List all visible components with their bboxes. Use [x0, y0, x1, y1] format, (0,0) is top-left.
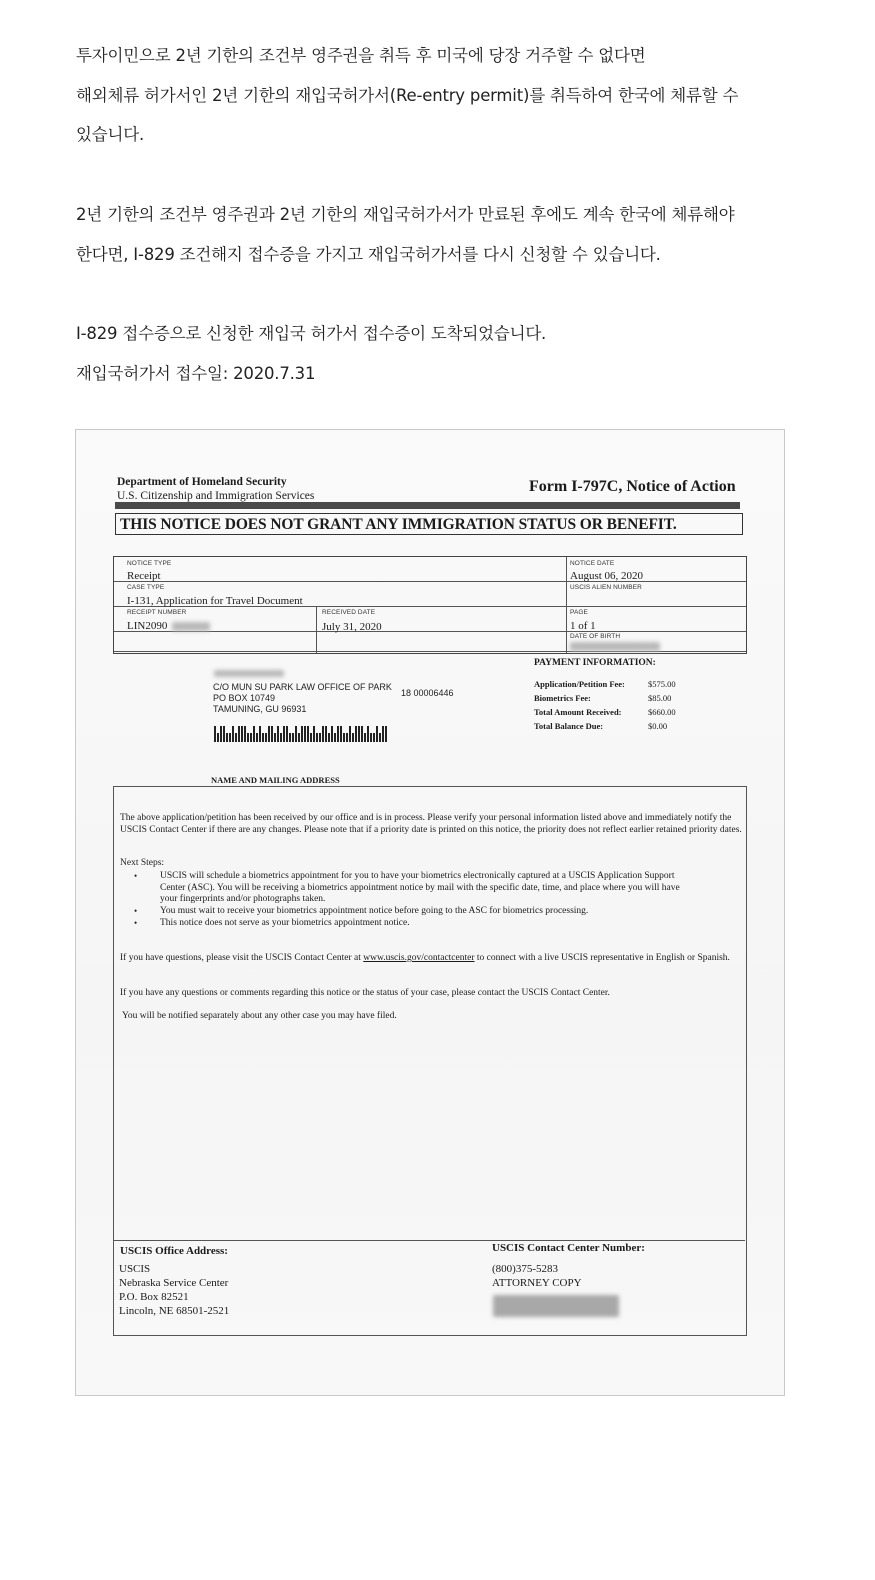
barcode-bar: [223, 726, 225, 742]
bullet-dot: •: [134, 918, 138, 928]
payment-label: Total Amount Received:: [534, 707, 622, 717]
barcode-bar: [328, 733, 330, 742]
intro-line-5: 한다면, I-829 조건해지 접수증을 가지고 재입국허가서를 다시 신청할 수 있습니다.: [76, 245, 661, 264]
barcode-bar: [325, 726, 327, 742]
next-steps-heading: Next Steps:: [120, 858, 165, 868]
bullet-2: You must wait to receive your biometrics appointment notice before going to the ASC for biometrics processing.: [160, 906, 589, 916]
case-type-label: CASE TYPE: [127, 584, 165, 591]
barcode-bar: [241, 726, 243, 742]
barcode-bar: [358, 726, 360, 742]
redacted-barcode: [493, 1295, 619, 1317]
barcode-bar: [370, 733, 372, 742]
barcode-bar: [349, 726, 351, 742]
grid-line: [566, 557, 567, 653]
intro-line-4: 2년 기한의 조건부 영주권과 2년 기한의 재입국허가서가 만료된 후에도 계속 한국에 체류해야: [76, 205, 735, 224]
attorney-copy-label: ATTORNEY COPY: [492, 1277, 582, 1289]
barcode-bar: [352, 733, 354, 742]
barcode-bar: [286, 726, 288, 742]
received-date-label: RECEIVED DATE: [322, 609, 376, 616]
payment-amount: $0.00: [648, 721, 668, 731]
barcode-bar: [346, 733, 348, 742]
barcode-bar: [262, 733, 264, 742]
barcode-bar: [274, 733, 276, 742]
redaction-blur: [172, 622, 210, 631]
bullet-1: USCIS will schedule a biometrics appointment for you to have your biometrics electronically captured at a USCIS Application Support Center (ASC). You will be receiving a biometrics appointment notice by mail with the specific date, time, and place where you will have your fingerprints and/or photographs taken.: [160, 871, 680, 904]
bullet-dot: •: [134, 906, 138, 916]
barcode-bar: [364, 733, 366, 742]
barcode-bar: [301, 726, 303, 742]
grid-line: [114, 631, 746, 632]
mailing-address-label: NAME AND MAILING ADDRESS: [211, 775, 340, 785]
dob-label: DATE OF BIRTH: [570, 633, 621, 640]
barcode-bar: [334, 733, 336, 742]
scanned-notice-image: [75, 429, 785, 1396]
barcode-bar: [268, 726, 270, 742]
barcode-bar: [307, 726, 309, 742]
barcode-bar: [355, 726, 357, 742]
barcode-bar: [289, 733, 291, 742]
postal-barcode: [214, 726, 446, 742]
barcode-bar: [331, 726, 333, 742]
barcode-bar: [385, 726, 387, 742]
receipt-number-label: RECEIPT NUMBER: [127, 609, 187, 616]
intro-line-6: I-829 접수증으로 신청한 재입국 허가서 접수증이 도착되었습니다.: [76, 324, 547, 343]
payment-amount: $85.00: [648, 693, 672, 703]
office-address-title: USCIS Office Address:: [120, 1245, 228, 1257]
barcode-bar: [310, 733, 312, 742]
intro-line-2: 해외체류 허가서인 2년 기한의 재입국허가서(Re-entry permit)를 취득하여 한국에 체류할 수: [76, 86, 739, 105]
barcode-bar: [259, 726, 261, 742]
para2-text: If you have questions, please visit the USCIS Contact Center at: [120, 953, 364, 963]
notice-banner: THIS NOTICE DOES NOT GRANT ANY IMMIGRATION STATUS OR BENEFIT.: [115, 513, 743, 535]
barcode-bar: [244, 726, 246, 742]
address-line-1: C/O MUN SU PARK LAW OFFICE OF PARK: [213, 682, 392, 692]
barcode-bar: [217, 733, 219, 742]
barcode-bar: [280, 733, 282, 742]
body-paragraph-1: The above application/petition has been received by our office and is in process. Please verify your personal information listed above and immediately notify the USCIS Contact Center if there are any changes. Please note that if a priority date is printed on this notice, the priority does not reflect earlier retained priority dates.: [120, 813, 742, 835]
page-value: 1 of 1: [570, 620, 596, 632]
barcode-bar: [220, 726, 222, 742]
notice-document: [76, 430, 784, 1395]
intro-line-3: 있습니다.: [76, 125, 145, 144]
body-paragraph-3: If you have any questions or comments regarding this notice or the status of your case, please contact the USCIS Contact Center.: [120, 988, 610, 998]
barcode-bar: [277, 726, 279, 742]
footer-divider: [113, 1240, 745, 1241]
office-address-line: USCIS: [119, 1263, 151, 1275]
barcode-bar: [304, 726, 306, 742]
barcode-bar: [316, 733, 318, 742]
intro-line-1: 투자이민으로 2년 기한의 조건부 영주권을 취득 후 미국에 당장 거주할 수 없다면: [76, 46, 646, 65]
barcode-bar: [265, 733, 267, 742]
notice-type-value: Receipt: [127, 570, 161, 582]
address-line-2: PO BOX 10749: [213, 693, 276, 703]
body-paragraph-4: You will be notified separately about any other case you may have filed.: [122, 1011, 397, 1021]
payment-label: Application/Petition Fee:: [534, 679, 625, 689]
office-address-line: P.O. Box 82521: [119, 1291, 189, 1303]
payment-label: Biometrics Fee:: [534, 693, 591, 703]
barcode-bar: [256, 733, 258, 742]
bullet-dot: •: [134, 871, 138, 881]
barcode-bar: [247, 733, 249, 742]
barcode-bar: [295, 726, 297, 742]
contact-center-link[interactable]: www.uscis.gov/contactcenter: [363, 953, 475, 963]
barcode-bar: [319, 733, 321, 742]
agency-name: U.S. Citizenship and Immigration Services: [117, 490, 315, 502]
barcode-bar: [382, 726, 384, 742]
payment-title: PAYMENT INFORMATION:: [534, 658, 656, 668]
address-code: 18 00006446: [401, 688, 454, 698]
barcode-bar: [376, 726, 378, 742]
grid-line: [114, 581, 566, 582]
payment-amount: $575.00: [648, 679, 676, 689]
address-line-3: TAMUNING, GU 96931: [213, 704, 307, 714]
bullet-3: This notice does not serve as your biometrics appointment notice.: [160, 918, 410, 928]
page-label: PAGE: [570, 609, 588, 616]
receipt-number-value: LIN2090: [127, 620, 168, 632]
barcode-bar: [361, 726, 363, 742]
para2-text: to connect with a live USCIS representative in English or Spanish.: [474, 953, 730, 963]
barcode-bar: [379, 733, 381, 742]
barcode-bar: [232, 726, 234, 742]
barcode-bar: [214, 726, 216, 742]
office-address-line: Lincoln, NE 68501-2521: [119, 1305, 230, 1317]
barcode-bar: [298, 733, 300, 742]
redaction-blur: [570, 642, 660, 651]
barcode-bar: [292, 733, 294, 742]
barcode-bar: [238, 726, 240, 742]
grid-line: [316, 606, 317, 653]
redacted-name: [214, 670, 284, 677]
received-date-value: July 31, 2020: [322, 621, 382, 633]
grid-line: [114, 651, 746, 652]
notice-date-label: NOTICE DATE: [570, 560, 615, 567]
payment-amount: $660.00: [648, 707, 676, 717]
barcode-bar: [313, 726, 315, 742]
form-title: Form I-797C, Notice of Action: [529, 478, 736, 495]
barcode-bar: [340, 726, 342, 742]
contact-phone: (800)375-5283: [492, 1263, 558, 1275]
barcode-bar: [229, 733, 231, 742]
case-info-grid: [113, 556, 747, 654]
barcode-bar: [283, 726, 285, 742]
alien-number-label: USCIS ALIEN NUMBER: [570, 584, 642, 591]
intro-line-7: 재입국허가서 접수일: 2020.7.31: [76, 364, 316, 383]
office-address-line: Nebraska Service Center: [119, 1277, 229, 1289]
barcode-bar: [337, 726, 339, 742]
case-type-value: I-131, Application for Travel Document: [127, 595, 303, 607]
barcode-bar: [271, 726, 273, 742]
barcode-bar: [322, 726, 324, 742]
barcode-bar: [226, 733, 228, 742]
dept-name: Department of Homeland Security: [117, 476, 287, 488]
barcode-bar: [343, 733, 345, 742]
barcode-bar: [235, 733, 237, 742]
barcode-bar: [250, 733, 252, 742]
barcode-bar: [367, 726, 369, 742]
body-paragraph-2: [120, 953, 742, 965]
header-divider: [115, 502, 740, 509]
contact-center-title: USCIS Contact Center Number:: [492, 1242, 645, 1254]
barcode-bar: [373, 733, 375, 742]
notice-date-value: August 06, 2020: [570, 570, 644, 582]
payment-label: Total Balance Due:: [534, 721, 604, 731]
barcode-bar: [253, 726, 255, 742]
notice-type-label: NOTICE TYPE: [127, 560, 172, 567]
